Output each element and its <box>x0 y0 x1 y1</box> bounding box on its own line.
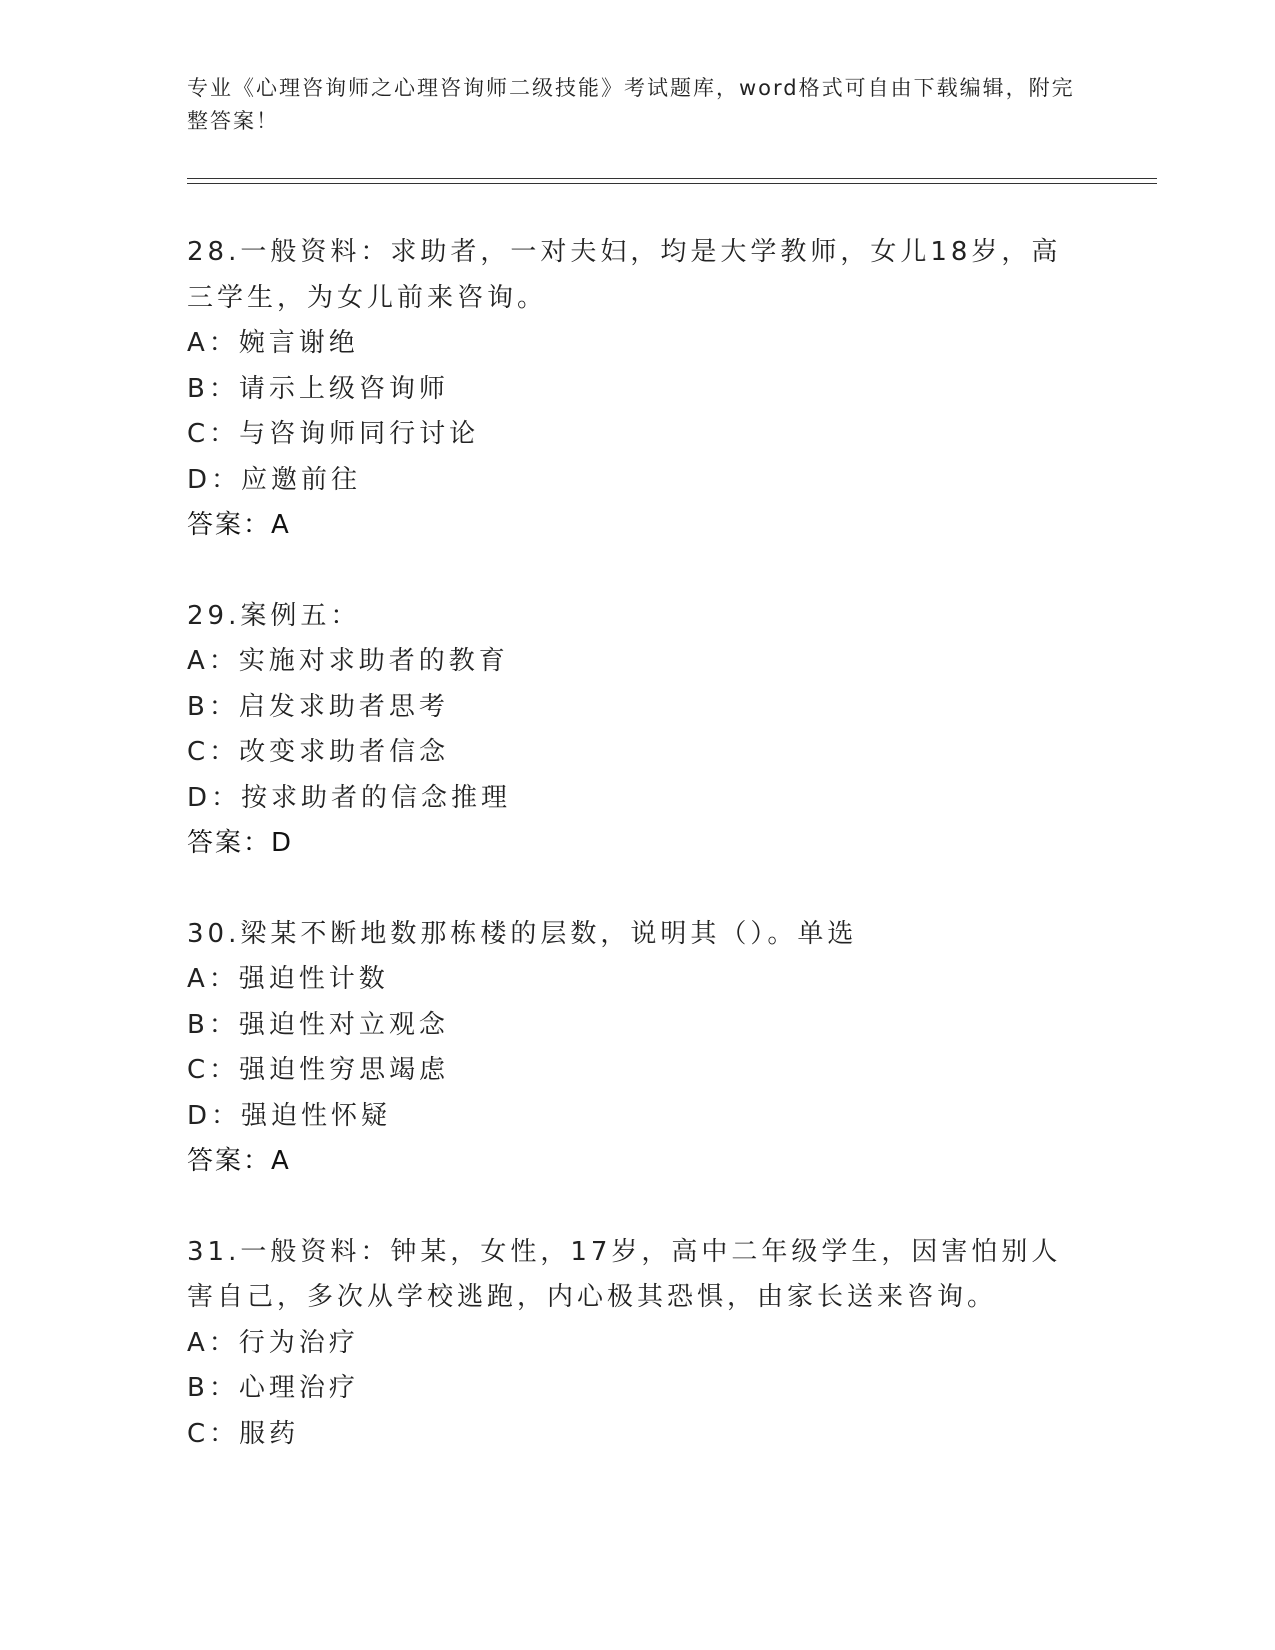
option-c: C：改变求助者信念 <box>187 737 450 767</box>
option-d: D：应邀前往 <box>187 464 362 495</box>
question-28 <box>187 230 1087 549</box>
option-a: A：婉言谢绝 <box>187 328 359 358</box>
header-rule-bottom <box>187 183 1157 184</box>
question-list <box>187 230 1087 1502</box>
question-31 <box>187 1230 1087 1458</box>
answer: 答案：D <box>187 828 294 858</box>
option-b: B：请示上级咨询师 <box>187 373 449 404</box>
question-30 <box>187 912 1087 1185</box>
option-b: B：启发求助者思考 <box>187 691 449 722</box>
option-d: D：按求助者的信念推理 <box>187 782 512 813</box>
question-stem: 31.一般资料：钟某，女性，17岁，高中二年级学生，因害怕别人害自己，多次从学校逃跑，内心极其恐惧，由家长送来咨询。 <box>187 1236 1062 1312</box>
option-a: A：实施对求助者的教育 <box>187 646 509 676</box>
option-c: C：强迫性穷思竭虑 <box>187 1055 450 1085</box>
option-c: C：与咨询师同行讨论 <box>187 419 480 449</box>
answer: 答案：A <box>187 510 291 540</box>
answer: 答案：A <box>187 1146 291 1176</box>
option-b: B：强迫性对立观念 <box>187 1009 449 1040</box>
option-a: A：强迫性计数 <box>187 964 389 994</box>
question-stem: 29.案例五： <box>187 600 361 631</box>
question-stem: 30.梁某不断地数那栋楼的层数，说明其（）。单选 <box>187 918 858 949</box>
question-29 <box>187 594 1087 867</box>
document-header: 专业《心理咨询师之心理咨询师二级技能》考试题库，word格式可自由下载编辑，附完整答案！ <box>187 76 1075 133</box>
option-c: C：服药 <box>187 1418 300 1449</box>
option-b: B：心理治疗 <box>187 1373 359 1403</box>
option-a: A：行为治疗 <box>187 1327 359 1358</box>
header-rule-top <box>187 178 1157 179</box>
question-stem: 28.一般资料：求助者，一对夫妇，均是大学教师，女儿18岁，高三学生，为女儿前来咨询。 <box>187 237 1062 313</box>
option-d: D：强迫性怀疑 <box>187 1100 392 1131</box>
